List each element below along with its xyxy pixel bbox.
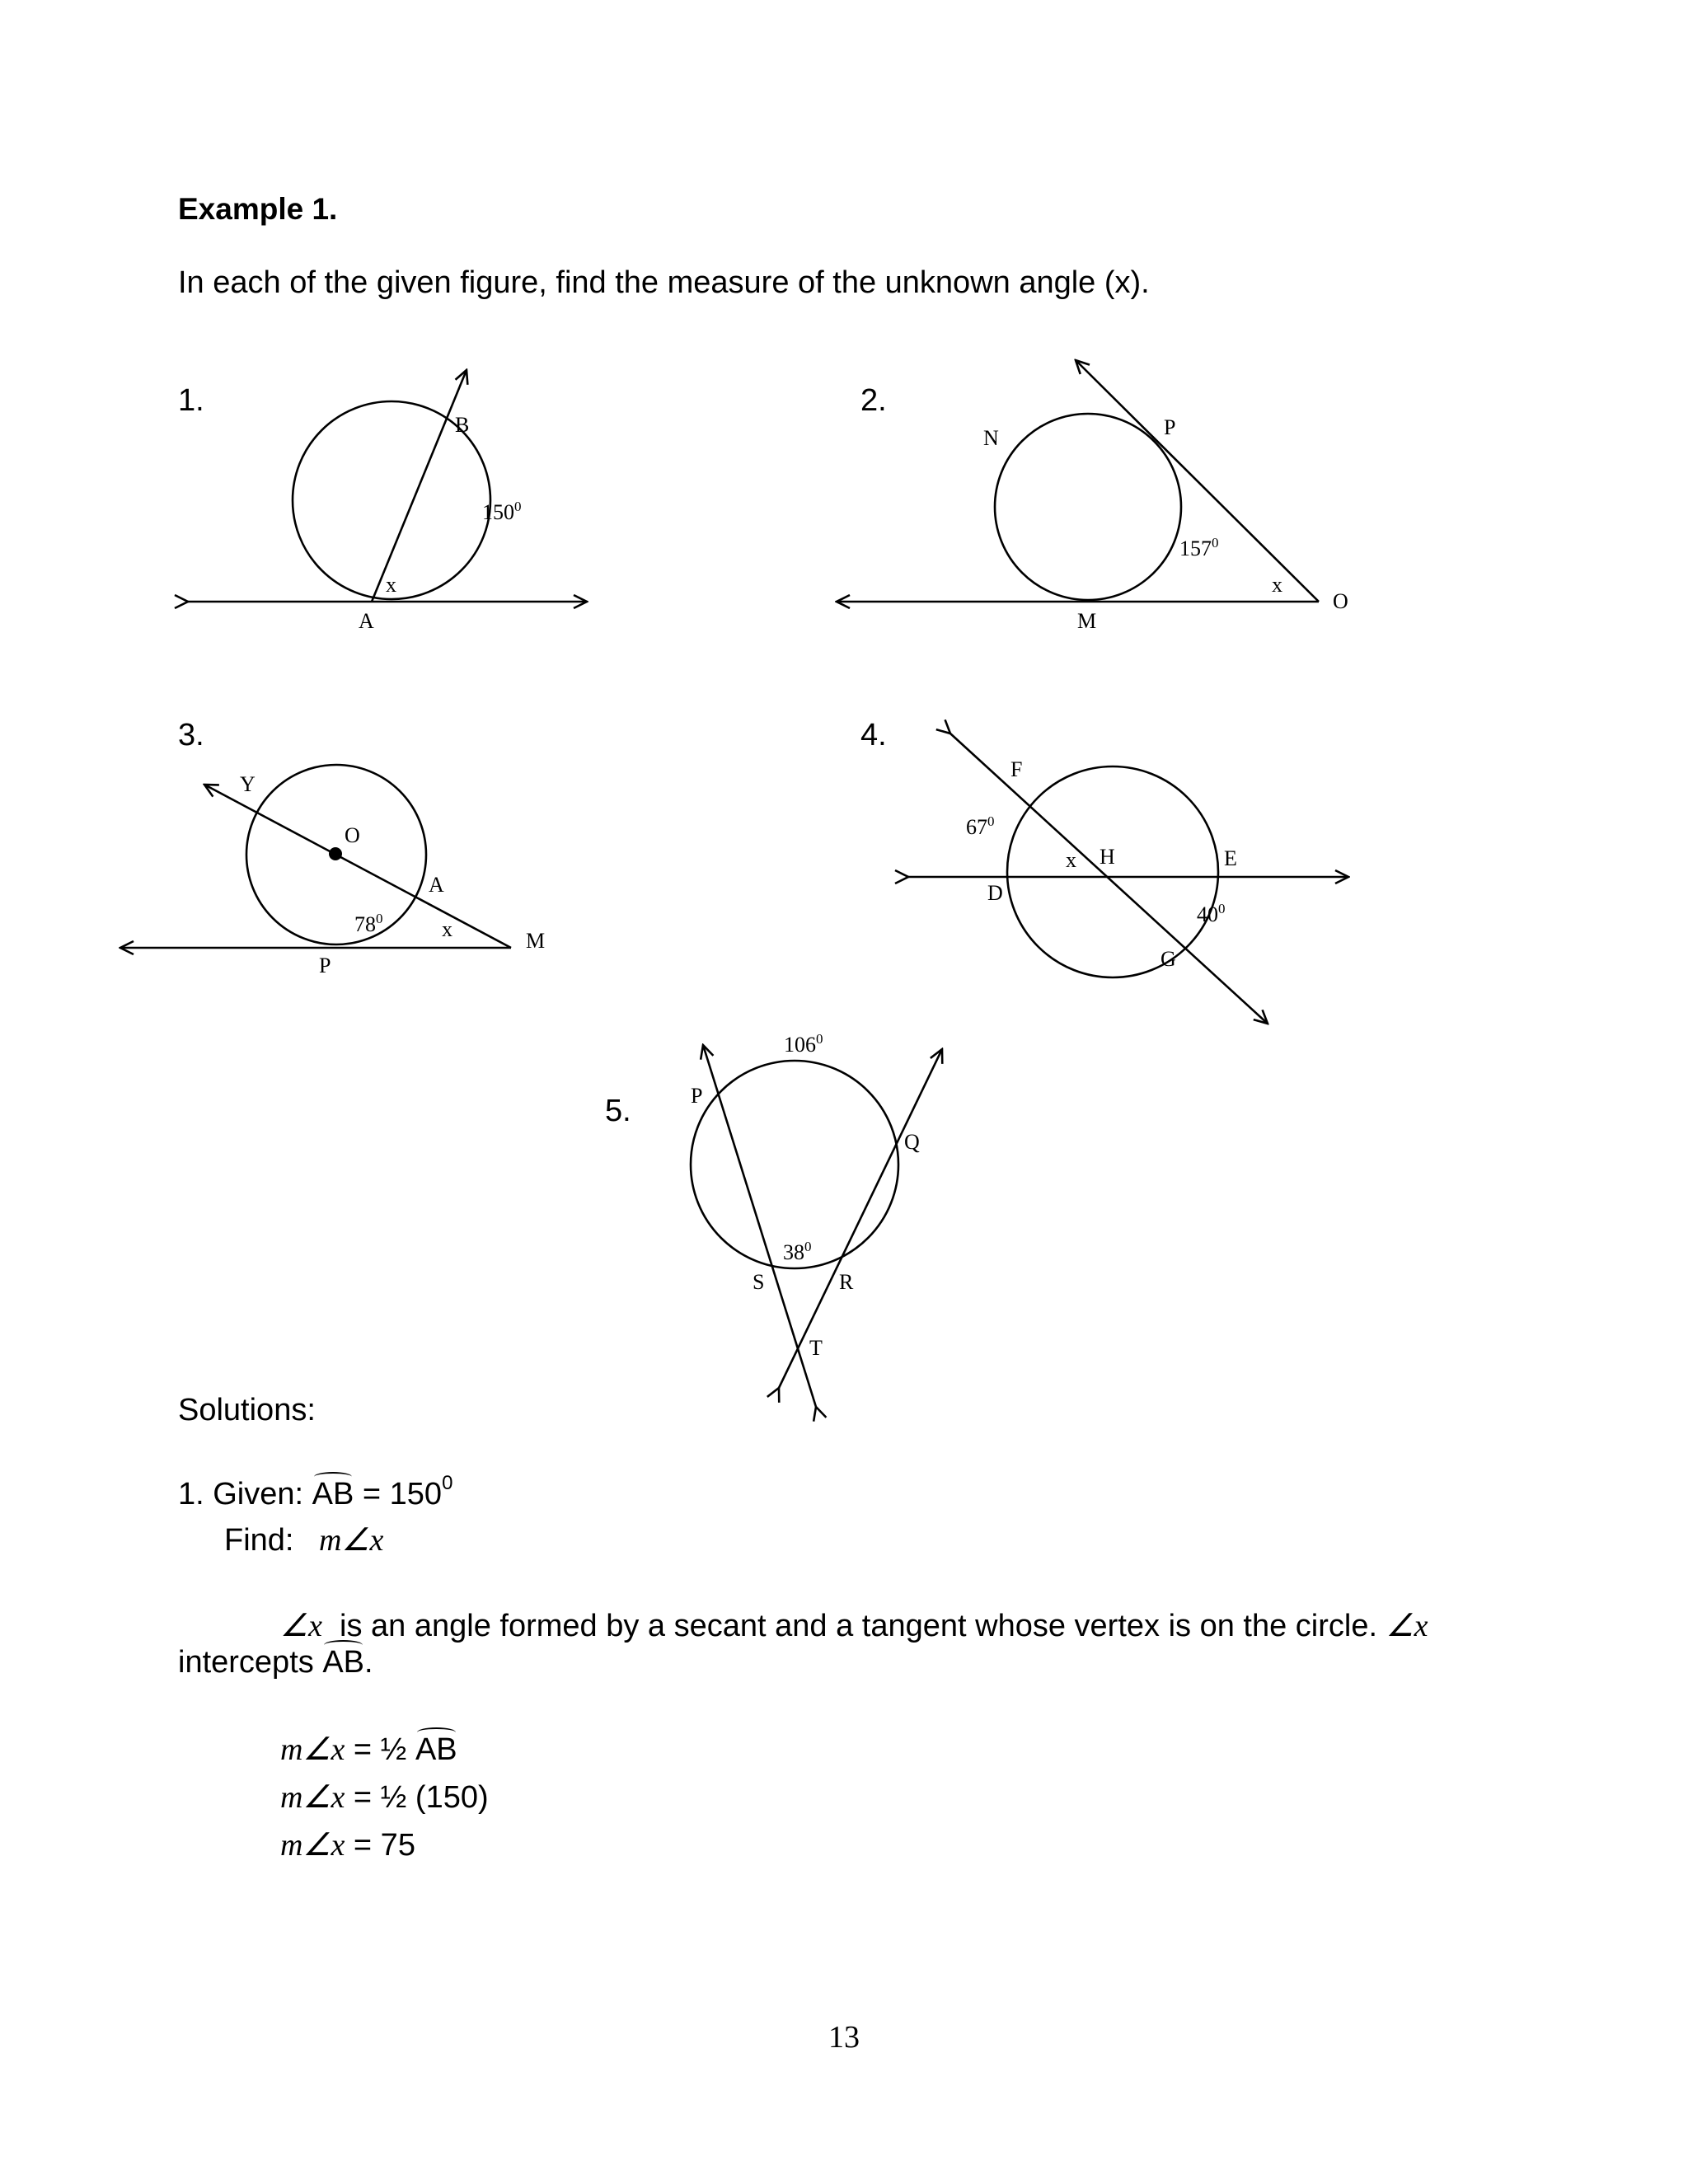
figure-4-label-x: x (1066, 848, 1076, 872)
figure-1-number: 1. (178, 383, 204, 418)
figure-2-label-o: O (1333, 589, 1348, 613)
figure-4-label-e: E (1224, 846, 1237, 870)
figure-4-chord-line-fg (950, 733, 1268, 1024)
figure-2-secant-line (1076, 360, 1319, 602)
equation-1 (280, 1731, 457, 1768)
example-heading: Example 1. (178, 192, 338, 226)
solution-1-given-degree: 0 (442, 1472, 453, 1494)
solution-1-given-arc: AB (312, 1477, 354, 1511)
figure-4-circle (1007, 766, 1218, 977)
figure-3-label-y: Y (240, 772, 256, 796)
solutions-title: Solutions: (178, 1393, 316, 1427)
intercepts-text: intercepts (178, 1645, 323, 1680)
solution-1-explanation-line-2 (178, 1645, 373, 1680)
figure-5-number: 5. (605, 1094, 631, 1128)
solution-1-find-label: Find: (224, 1523, 294, 1558)
figure-5-label-s: S (753, 1270, 765, 1294)
figure-3-label-p: P (319, 954, 331, 977)
figure-3 (120, 718, 545, 977)
solution-1-given-value: = 150 (354, 1477, 443, 1511)
equation-3 (280, 1826, 415, 1863)
figure-5 (605, 1031, 942, 1407)
figure-2-label-x: x (1272, 573, 1282, 597)
solution-1-given-prefix: 1. Given: (178, 1477, 304, 1511)
figure-5-label-p: P (691, 1084, 703, 1108)
equation-3-lhs: m∠x (280, 1828, 345, 1863)
period: . (364, 1645, 373, 1680)
figure-4-number: 4. (860, 718, 887, 752)
figure-1-arc-measure: $150^0$ (482, 499, 522, 524)
figure-3-arc-measure: $78^0$ (354, 911, 383, 936)
figure-2-label-n: N (983, 426, 999, 450)
equation-2-lhs: m∠x (280, 1780, 345, 1815)
figure-4-label-g: G (1160, 947, 1176, 971)
intercepted-arc: AB (322, 1645, 365, 1680)
figure-2-arc-measure: $157^0$ (1179, 535, 1219, 560)
solution-1-explanation-line-1 (280, 1607, 1428, 1644)
figure-4 (860, 718, 1348, 1024)
equation-2 (280, 1779, 489, 1816)
figure-1-label-a: A (359, 609, 374, 633)
figure-4-label-f: F (1010, 757, 1023, 781)
figure-5-secant-line-ps (703, 1045, 816, 1407)
figure-5-circle (691, 1061, 898, 1268)
figure-4-label-d: D (987, 881, 1003, 905)
figure-3-label-m: M (526, 929, 546, 953)
figure-3-center-point (329, 847, 342, 860)
figure-1-label-x: x (386, 573, 396, 597)
figure-4-arc-measure-1: $67^0$ (966, 813, 995, 839)
explanation-text: is an angle formed by a secant and a tangent whose vertex is on the circle. (321, 1609, 1386, 1643)
figure-4-arc-measure-2: $40^0$ (1197, 901, 1226, 926)
figure-2-circle (995, 414, 1181, 600)
figure-5-arc-measure-2: $38^0$ (783, 1239, 812, 1264)
figure-1 (178, 370, 587, 633)
figure-3-label-x: x (442, 917, 452, 941)
figure-2-label-m: M (1077, 609, 1097, 633)
figure-5-label-r: R (839, 1270, 854, 1294)
solution-1-given (178, 1472, 452, 1512)
angle-x-symbol-2: ∠x (1386, 1609, 1428, 1643)
figure-5-label-q: Q (904, 1130, 920, 1154)
page-number: 13 (828, 2020, 860, 2055)
figure-5-arc-measure-1: $106^0$ (784, 1031, 823, 1057)
figure-2 (837, 360, 1348, 633)
figure-5-label-t: T (809, 1336, 823, 1360)
equation-1-arc: AB (415, 1732, 457, 1767)
figure-4-label-h: H (1100, 845, 1115, 869)
figure-3-label-o: O (345, 823, 360, 847)
instruction-text: In each of the given figure, find the measure of the unknown angle (x). (178, 265, 1150, 300)
equation-2-rhs: = ½ (150) (345, 1780, 489, 1815)
figure-3-number: 3. (178, 718, 204, 752)
figure-2-number: 2. (860, 383, 887, 418)
equation-1-lhs: m∠x (280, 1732, 345, 1767)
equation-3-rhs: = 75 (345, 1828, 415, 1863)
figure-1-label-b: B (455, 413, 470, 437)
figure-2-label-p: P (1164, 415, 1176, 439)
figure-3-label-a: A (429, 873, 444, 897)
figure-5-secant-line-qr (779, 1049, 942, 1388)
angle-x-symbol: ∠x (280, 1609, 322, 1643)
solution-1-find-value: m∠x (319, 1523, 384, 1558)
solution-1-find (224, 1521, 383, 1558)
equation-1-rhs: = ½ (345, 1732, 415, 1767)
